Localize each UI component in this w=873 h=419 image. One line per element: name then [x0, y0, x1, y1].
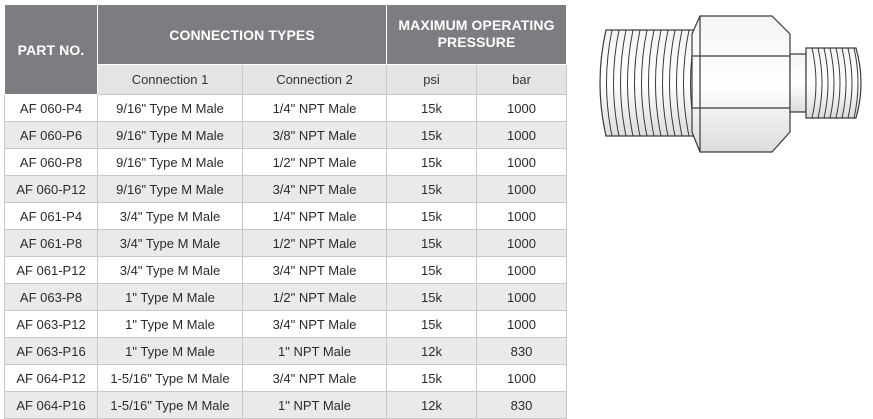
bar-cell: 1000: [477, 122, 567, 149]
max-pressure-header-line1: MAXIMUM OPERATING: [398, 17, 555, 34]
connection2-cell: 3/4" NPT Male: [243, 176, 387, 203]
psi-subheader: psi: [387, 65, 477, 95]
table-row: [5, 257, 567, 284]
connection2-cell: 1/2" NPT Male: [243, 284, 387, 311]
bar-cell: 1000: [477, 257, 567, 284]
part-no-cell: AF 064-P12: [5, 365, 98, 392]
table-row: [5, 95, 567, 122]
bar-cell: 830: [477, 392, 567, 419]
threaded-adapter-fitting-icon: [592, 10, 868, 158]
part-no-cell: AF 063-P8: [5, 284, 98, 311]
part-no-cell: AF 064-P16: [5, 392, 98, 419]
connection1-subheader: Connection 1: [98, 65, 243, 95]
part-no-cell: AF 061-P8: [5, 230, 98, 257]
part-no-cell: AF 061-P4: [5, 203, 98, 230]
part-no-cell: AF 060-P8: [5, 149, 98, 176]
bar-cell: 1000: [477, 176, 567, 203]
table-header: [5, 5, 567, 95]
connection2-cell: 1" NPT Male: [243, 338, 387, 365]
connection1-cell: 9/16" Type M Male: [98, 122, 243, 149]
connection2-subheader: Connection 2: [243, 65, 387, 95]
connection1-cell: 1-5/16" Type M Male: [98, 365, 243, 392]
part-no-cell: AF 061-P12: [5, 257, 98, 284]
bar-cell: 830: [477, 338, 567, 365]
connection1-cell: 9/16" Type M Male: [98, 176, 243, 203]
connection1-cell: 3/4" Type M Male: [98, 203, 243, 230]
table-row: [5, 311, 567, 338]
table-row: [5, 365, 567, 392]
psi-cell: 15k: [387, 311, 477, 338]
bar-cell: 1000: [477, 230, 567, 257]
psi-cell: 15k: [387, 365, 477, 392]
psi-cell: 15k: [387, 95, 477, 122]
connection2-cell: 1/4" NPT Male: [243, 203, 387, 230]
bar-cell: 1000: [477, 311, 567, 338]
connection2-cell: 1/4" NPT Male: [243, 95, 387, 122]
connection2-cell: 3/4" NPT Male: [243, 365, 387, 392]
part-no-cell: AF 060-P12: [5, 176, 98, 203]
connection2-cell: 1/2" NPT Male: [243, 230, 387, 257]
psi-cell: 15k: [387, 176, 477, 203]
part-no-cell: AF 060-P4: [5, 95, 98, 122]
bar-subheader: bar: [477, 65, 567, 95]
part-no-cell: AF 063-P16: [5, 338, 98, 365]
bar-cell: 1000: [477, 95, 567, 122]
psi-cell: 15k: [387, 203, 477, 230]
max-pressure-header-line2: PRESSURE: [437, 34, 516, 51]
table-row: [5, 230, 567, 257]
psi-cell: 15k: [387, 257, 477, 284]
table-row: [5, 392, 567, 419]
part-no-cell: AF 060-P6: [5, 122, 98, 149]
table-row: [5, 176, 567, 203]
part-no-cell: AF 063-P12: [5, 311, 98, 338]
psi-cell: 12k: [387, 338, 477, 365]
psi-cell: 15k: [387, 122, 477, 149]
table-row: [5, 203, 567, 230]
connection1-cell: 9/16" Type M Male: [98, 149, 243, 176]
max-pressure-header: [387, 5, 567, 65]
connection2-cell: 3/8" NPT Male: [243, 122, 387, 149]
spec-table: [4, 4, 567, 419]
table-body: [5, 95, 567, 419]
bar-cell: 1000: [477, 149, 567, 176]
connection1-cell: 1" Type M Male: [98, 338, 243, 365]
connection1-cell: 3/4" Type M Male: [98, 230, 243, 257]
bar-cell: 1000: [477, 203, 567, 230]
connection1-cell: 3/4" Type M Male: [98, 257, 243, 284]
bar-cell: 1000: [477, 365, 567, 392]
connection2-cell: 3/4" NPT Male: [243, 311, 387, 338]
connection2-cell: 3/4" NPT Male: [243, 257, 387, 284]
connection1-cell: 1-5/16" Type M Male: [98, 392, 243, 419]
table-row: [5, 149, 567, 176]
connection1-cell: 9/16" Type M Male: [98, 95, 243, 122]
connection2-cell: 1/2" NPT Male: [243, 149, 387, 176]
table-row: [5, 284, 567, 311]
psi-cell: 12k: [387, 392, 477, 419]
bar-cell: 1000: [477, 284, 567, 311]
part-no-header: PART NO.: [5, 5, 98, 95]
connection1-cell: 1" Type M Male: [98, 311, 243, 338]
psi-cell: 15k: [387, 149, 477, 176]
psi-cell: 15k: [387, 284, 477, 311]
table-row: [5, 122, 567, 149]
connection1-cell: 1" Type M Male: [98, 284, 243, 311]
table-row: [5, 338, 567, 365]
connection2-cell: 1" NPT Male: [243, 392, 387, 419]
connection-types-header: CONNECTION TYPES: [98, 5, 387, 65]
psi-cell: 15k: [387, 230, 477, 257]
